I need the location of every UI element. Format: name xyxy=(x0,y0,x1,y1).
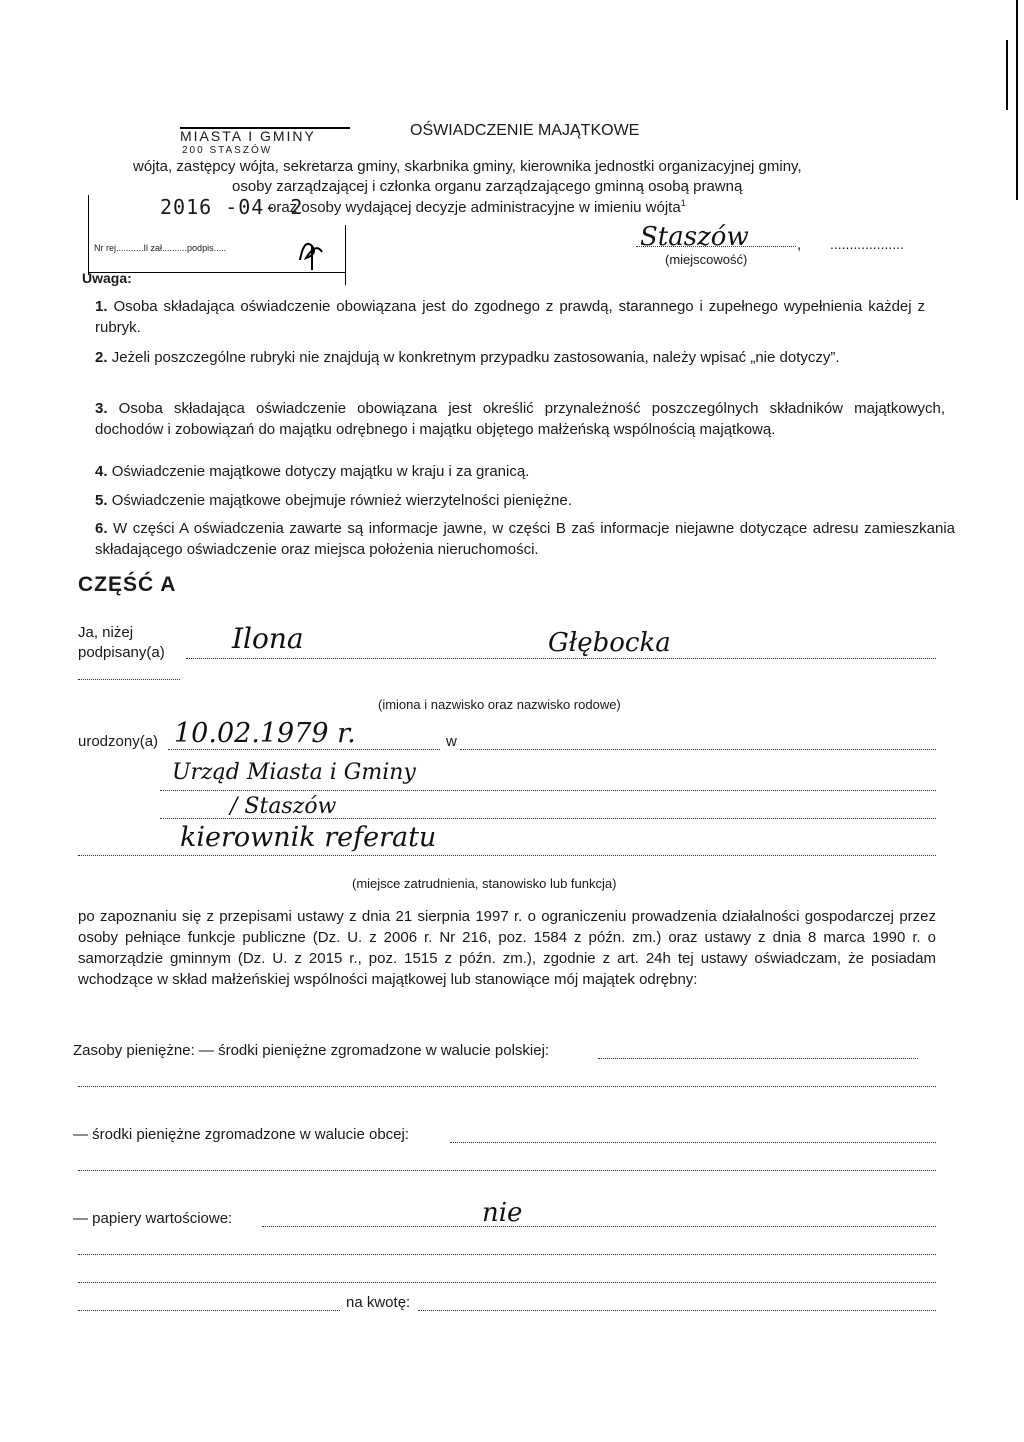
stamp-nr-rej: Nr rej...........Il zał..........podpis..... xyxy=(94,243,227,253)
kwota-field[interactable] xyxy=(418,1310,936,1311)
stamp-right-border xyxy=(345,225,346,285)
birth-place-line[interactable] xyxy=(460,749,936,750)
ja-nizej-label: Ja, niżej xyxy=(78,624,134,641)
work-label: (miejsce zatrudnienia, stanowisko lub funkcja) xyxy=(352,876,617,891)
stamp-city: 200 STASZÓW xyxy=(182,145,273,156)
papiery-line-3[interactable] xyxy=(78,1282,936,1283)
date-dots: ................... xyxy=(830,236,904,252)
name-last-handwritten: Głębocka xyxy=(548,628,671,658)
document-title: OŚWIADCZENIE MAJĄTKOWE xyxy=(410,122,640,139)
zasoby-pln-field[interactable] xyxy=(598,1058,918,1059)
place-label: (miejscowość) xyxy=(665,252,748,267)
papiery-handwritten: nie xyxy=(482,1198,523,1228)
legal-declaration: po zapoznaniu się z przepisami ustawy z dnia 21 sierpnia 1997 r. o ograniczeniu prowadzenia działalności gospodarczej przez osoby pełniące funkcje publiczne (Dz. U. z 2006 r. Nr 216, poz. 1584 z późn. zm.) oraz ustawy z dnia 8 marca 1990 r. o samorządzie gminnym (Dz. U. z 2015 r., poz. 1515 z późn. zm.), zgodnie z art. 24h tej ustawy oświadczam, że posiadam wchodzące w skład małżeńskiej wspólności majątkowej lub stanowiące mój majątek odrębny: xyxy=(78,908,936,988)
work-handwritten-1: Urząd Miasta i Gminy xyxy=(172,760,416,785)
kwota-prefix-line[interactable] xyxy=(78,1310,340,1311)
stamp-office: MIASTA I GMINY xyxy=(180,128,316,144)
na-kwote-label: na kwotę: xyxy=(346,1294,411,1311)
name-first-handwritten: Ilona xyxy=(232,622,304,655)
stamp-nr-label: Nr rej. xyxy=(94,243,119,253)
instruction-4: 4. Oświadczenie majątkowe dotyczy majątku w kraju i za granicą. xyxy=(95,463,530,480)
name-label: (imiona i nazwisko oraz nazwisko rodowe) xyxy=(378,697,621,712)
stamp-podpis-label: podpis xyxy=(187,243,214,253)
urodzony-label: urodzony(a) xyxy=(78,733,159,750)
name-field-line[interactable] xyxy=(186,658,936,659)
papiery-label: — papiery wartościowe: xyxy=(73,1210,233,1227)
place-comma: , xyxy=(797,236,802,253)
instruction-3: 3. Osoba składająca oświadczenie obowiązana jest określić przynależność poszczególnych składników majątkowych, dochodów i zobowiązań do majątku odrębnego i majątku objętego małżeńską wspólnością majątkową. xyxy=(95,400,946,438)
header-line-3-text: oraz osoby wydającej decyzje administracyjne w imieniu wójta xyxy=(268,199,681,216)
instruction-5: 5. Oświadczenie majątkowe obejmuje również wierzytelności pieniężne. xyxy=(95,492,572,509)
zasoby-obca-field[interactable] xyxy=(450,1142,936,1143)
zasoby-pln-line-2[interactable] xyxy=(78,1086,936,1087)
zasoby-obca-label: — środki pieniężne zgromadzone w walucie obcej: xyxy=(73,1126,410,1143)
part-a-heading: CZĘŚĆ A xyxy=(78,573,177,596)
name-field-line-2[interactable] xyxy=(78,679,180,680)
zasoby-pln-label: — środki pieniężne zgromadzone w walucie polskiej: xyxy=(198,1042,550,1059)
footnote-ref: 1 xyxy=(680,198,686,208)
instruction-2: 2. Jeżeli poszczególne rubryki nie znajdują w konkretnym przypadku zastosowania, należy wpisać „nie dotyczy”. xyxy=(95,349,840,366)
place-handwritten: Staszów xyxy=(640,222,749,252)
zasoby-label xyxy=(73,1042,549,1059)
stamp-il-label: Il zał. xyxy=(143,243,165,253)
uwaga-label: Uwaga: xyxy=(82,270,132,286)
instruction-1: 1. Osoba składająca oświadczenie obowiązana jest do zgodnego z prawdą, starannego i zupełnego wypełnienia każdej z rubryk. xyxy=(95,298,925,336)
birth-date-handwritten: 10.02.1979 r. xyxy=(174,718,356,749)
header-line-2: osoby zarządzającej i członka organu zarządzającego gminną osobą prawną xyxy=(232,178,743,195)
stamp-signature-scribble xyxy=(296,232,326,272)
papiery-field[interactable] xyxy=(262,1226,936,1227)
place-dots xyxy=(636,246,796,247)
zasoby-obca-line-2[interactable] xyxy=(78,1170,936,1171)
stamp-date: 2016 -04- 2 xyxy=(160,195,304,219)
work-handwritten-2: / Staszów xyxy=(230,794,337,819)
scan-edge-mark xyxy=(1006,40,1008,110)
w-label: w xyxy=(446,733,457,750)
work-line-1[interactable] xyxy=(160,790,936,791)
papiery-line-2[interactable] xyxy=(78,1254,936,1255)
scan-edge-mark xyxy=(1016,0,1018,200)
stamp-left-border xyxy=(88,195,89,275)
work-handwritten-3: kierownik referatu xyxy=(180,822,437,853)
header-line-1: wójta, zastępcy wójta, sekretarza gminy, skarbnika gminy, kierownika jednostki organizacyjnej gminy, xyxy=(133,158,802,175)
birth-date-line[interactable] xyxy=(168,749,440,750)
header-line-3 xyxy=(268,198,686,216)
work-line-3[interactable] xyxy=(78,855,936,856)
zasoby-heading: Zasoby pieniężne: xyxy=(73,1042,195,1059)
podpisany-label: podpisany(a) xyxy=(78,644,165,661)
instruction-6: 6. W części A oświadczenia zawarte są informacje jawne, w części B zaś informacje niejawne dotyczące adresu zamieszkania składającego oświadczenie oraz miejsca położenia nieruchomości. xyxy=(95,520,956,558)
